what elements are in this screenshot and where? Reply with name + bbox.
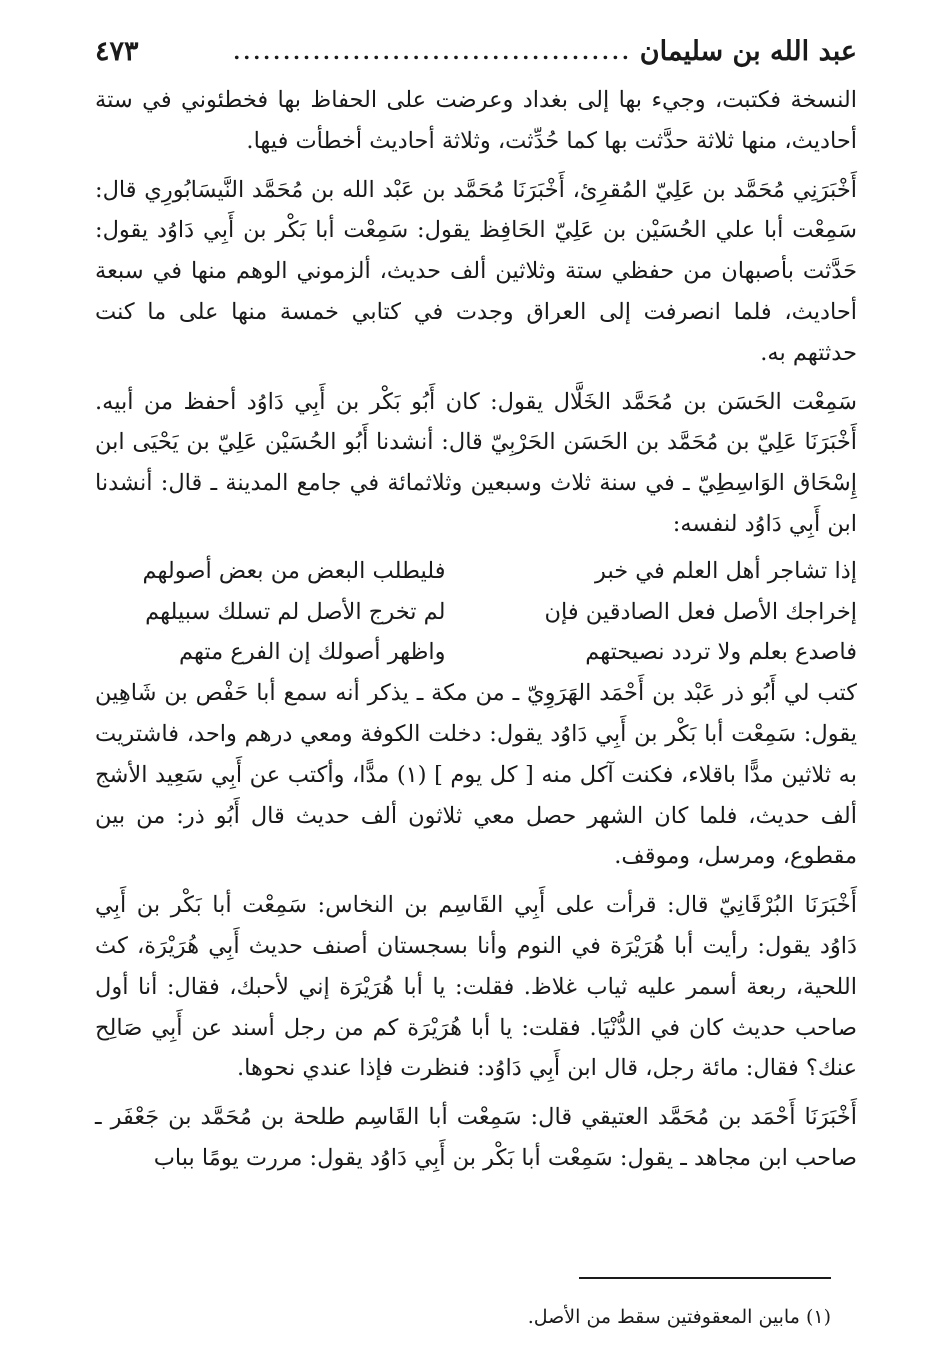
poem-verses bbox=[95, 551, 857, 673]
verse-second-hemistich: فليطلب البعض من بعض أصولهم bbox=[142, 557, 446, 584]
footnote: (١) مابين المعقوفتين سقط من الأصل. bbox=[527, 1306, 831, 1328]
verse-line bbox=[95, 592, 857, 633]
footnote-separator bbox=[579, 1277, 831, 1279]
paragraph: النسخة فكتبت، وجيء بها إلى بغداد وعرضت على الحفاظ بها فخطئوني في ستة أحاديث، منها ثلاثة حدَّثت بها كما حُدِّثت، وثلاثة أحاديث أخطأت فيها. bbox=[95, 87, 857, 154]
paragraph: كتب لي أَبُو ذر عَبْد بن أَحْمَد الهَرَوِيّ ـ من مكة ـ يذكر أنه سمع أبا حَفْص بن شَاهِين يقول: سَمِعْت أبا بَكْر بن أَبِي دَاوُد يقول: دخلت الكوفة ومعي درهم واحد، فاشتريت به ثلاثين مدًّا باقلاء، فكنت آكل منه [ كل يوم ] (١) مدًّا، وأكتب عن أَبِي سَعِيد الأشج ألف حديث، فلما كان الشهر حصل معي ثلاثون ألف حديث قال أَبُو ذر: من بين مقطوع، ومرسل، وموقف. bbox=[95, 680, 857, 870]
header-leader-dots: ........................................ bbox=[233, 40, 632, 64]
paragraph: سَمِعْت الحَسَن بن مُحَمَّد الخَلَّال يقول: كان أَبُو بَكْر بن أَبِي دَاوُد أحفظ من أبيه. أَخْبَرَنَا عَلِيّ بن مُحَمَّد بن الحَسَن الحَرْبِيّ قال: أنشدنا أَبُو الحُسَيْن عَلِيّ بن يَحْيَى ابن إِسْحَاق الوَاسِطِيّ ـ في سنة ثلاث وسبعين وثلاثمائة في جامع المدينة ـ قال: أنشدنا ابن أَبِي دَاوُد لنفسه: bbox=[95, 388, 857, 537]
verse-second-hemistich: لم تخرج الأصل لم تسلك سبيلهم bbox=[145, 598, 446, 625]
page-number: ٤٧٣ bbox=[95, 36, 139, 67]
paragraph: أَخْبَرَنِي مُحَمَّد بن عَلِيّ المُقرِئ، أَخْبَرَنَا مُحَمَّد بن عَبْد الله بن مُحَمَّد النَّيسَابُورِي قال: سَمِعْت أبا علي الحُسَيْن بن عَلِيّ الحَافِظ يقول: سَمِعْت أبا بَكْر بن أَبِي دَاوُد يقول: حَدَّثت بأصبهان من حفظي ستة وثلاثين ألف حديث، ألزموني الوهم منها في سبعة أحاديث، فلما انصرفت إلى العراق وجدت في كتابي خمسة منها على ما كنت حدثتهم به. bbox=[95, 176, 857, 366]
verse-line bbox=[95, 632, 857, 673]
verse-first-hemistich: فاصدع بعلم ولا تردد نصيحتهم bbox=[585, 639, 857, 666]
verse-first-hemistich: إخراجك الأصل فعل الصادقين فإن bbox=[544, 598, 857, 625]
paragraph: أَخْبَرَنَا البُرْقَانِيّ قال: قرأت على أَبِي القَاسِم بن النخاس: سَمِعْت أبا بَكْر بن أَبِي دَاوُد يقول: رأيت أبا هُرَيْرَة في النوم وأنا بسجستان أصنف حديث أَبِي هُرَيْرَة، كث اللحية، ربعة أسمر عليه ثياب غلاظ. فقلت: يا أبا هُرَيْرَة إني لأحبك، فقال: أنا أول صاحب حديث كان في الدُّنْيَا. فقلت: يا أبا هُرَيْرَة كم من رجل أسند عن أَبِي صَالِح عنك؟ فقال: مائة رجل، قال ابن أَبِي دَاوُد: فنظرت فإذا عندي نحوها. bbox=[95, 892, 857, 1082]
main-text bbox=[95, 80, 857, 1179]
header-title: عبد الله بن سليمان bbox=[639, 36, 857, 67]
running-header bbox=[95, 30, 857, 74]
verse-line bbox=[95, 551, 857, 592]
verse-first-hemistich: إذا تشاجر أهل العلم في خبر bbox=[595, 557, 857, 584]
paragraph: أَخْبَرَنَا أَحْمَد بن مُحَمَّد العتيقي قال: سَمِعْت أبا القَاسِم طلحة بن مُحَمَّد بن جَعْفَر ـ صاحب ابن مجاهد ـ يقول: سَمِعْت أبا بَكْر بن أَبِي دَاوُد يقول: مررت يومًا بباب bbox=[95, 1104, 857, 1171]
verse-second-hemistich: واظهر أصولك إن الفرع متهم bbox=[179, 639, 446, 666]
